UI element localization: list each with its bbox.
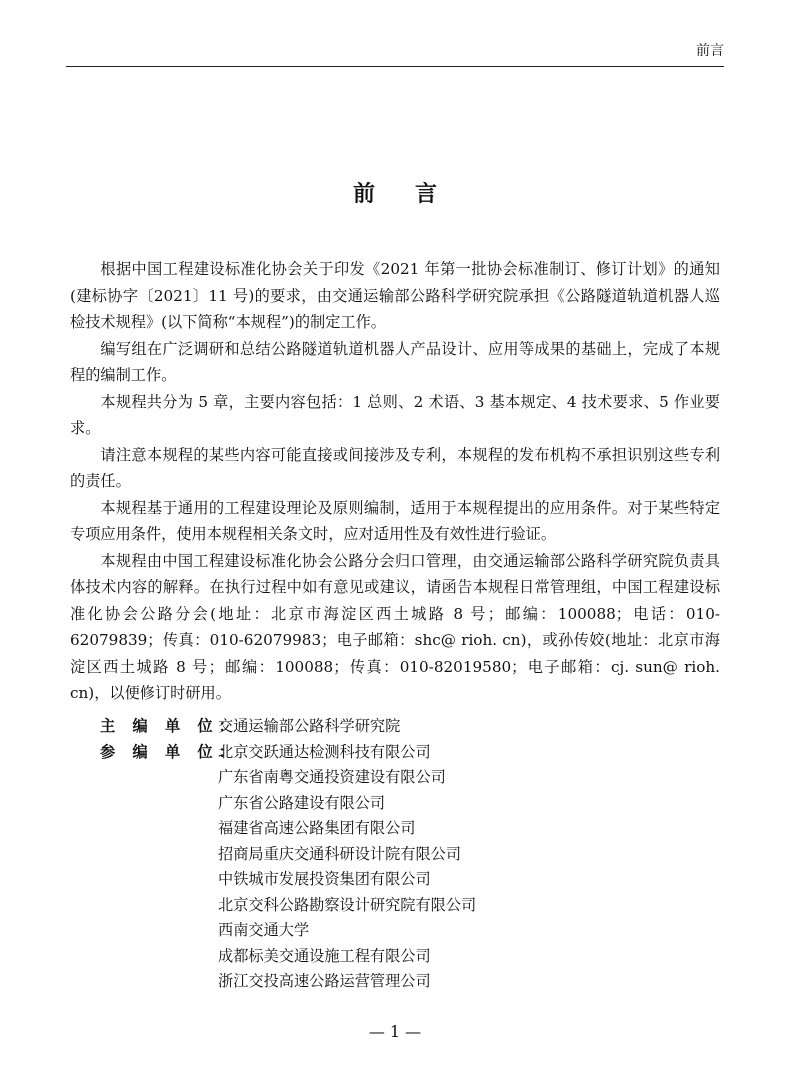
participating-unit: 浙江交投高速公路运营管理公司 bbox=[218, 972, 431, 990]
participating-unit: 广东省公路建设有限公司 bbox=[218, 793, 386, 812]
page-number: — 1 — bbox=[368, 1022, 422, 1041]
chief-unit: 交通运输部公路科学研究院 bbox=[218, 717, 401, 735]
participating-unit-list bbox=[218, 740, 476, 995]
paragraph: 根据中国工程建设标准化协会关于印发《2021 年第一批协会标准制订、修订计划》的通知(建标协字〔2021〕11 号)的要求，由交通运输部公路科学研究院承担《公路隧道轨道机器人巡检技术规程》(以下简称“本规程”)的制定工作。 bbox=[70, 260, 720, 331]
drafting-units bbox=[100, 714, 476, 995]
participating-unit: 成都标美交通设施工程有限公司 bbox=[218, 946, 431, 965]
participating-unit-label: 参 编 单 位： bbox=[100, 742, 240, 761]
participating-unit: 广东省南粤交通投资建设有限公司 bbox=[218, 768, 446, 786]
page-title: 前言 bbox=[352, 182, 477, 207]
chief-unit-row bbox=[100, 714, 476, 740]
preface-body bbox=[70, 256, 720, 707]
participating-unit: 招商局重庆交通科研设计院有限公司 bbox=[218, 844, 461, 863]
paragraph: 编写组在广泛调研和总结公路隧道轨道机器人产品设计、应用等成果的基础上，完成了本规程的编制工作。 bbox=[70, 339, 720, 384]
paragraph: 本规程由中国工程建设标准化协会公路分会归口管理，由交通运输部公路科学研究院负责具体技术内容的解释。在执行过程中如有意见或建议，请函告本规程日常管理组，中国工程建设标准化协会公路分会(地址：北京市海淀区西土城路 8 号；邮编：100088；电话：010-62079839；传真：010-62079983；电子邮箱：shc@ rioh. cn)，或孙传姣(地址：北京市海淀区西土城路 8 号；邮编：100088；传真：010-82019580；电子邮箱：cj. sun@ rioh. cn)，以便修订时研用。 bbox=[70, 551, 720, 702]
participating-unit: 北京交跃通达检测科技有限公司 bbox=[218, 742, 431, 761]
participating-unit: 中铁城市发展投资集团有限公司 bbox=[218, 870, 431, 888]
paragraph: 请注意本规程的某些内容可能直接或间接涉及专利，本规程的发布机构不承担识别这些专利的责任。 bbox=[70, 445, 720, 490]
header-rule bbox=[66, 66, 724, 67]
chief-unit-label: 主 编 单 位： bbox=[100, 717, 240, 735]
paragraph: 本规程基于通用的工程建设理论及原则编制，适用于本规程提出的应用条件。对于某些特定专项应用条件，使用本规程相关条文时，应对适用性及有效性进行验证。 bbox=[70, 498, 720, 543]
header-section-label: 前言 bbox=[696, 43, 724, 59]
participating-units-row bbox=[100, 740, 476, 995]
participating-unit: 北京交科公路勘察设计研究院有限公司 bbox=[218, 895, 477, 914]
participating-unit: 西南交通大学 bbox=[218, 921, 310, 939]
paragraph: 本规程共分为 5 章，主要内容包括：1 总则、2 术语、3 基本规定、4 技术要求、5 作业要求。 bbox=[70, 392, 720, 437]
participating-unit: 福建省高速公路集团有限公司 bbox=[218, 819, 416, 837]
